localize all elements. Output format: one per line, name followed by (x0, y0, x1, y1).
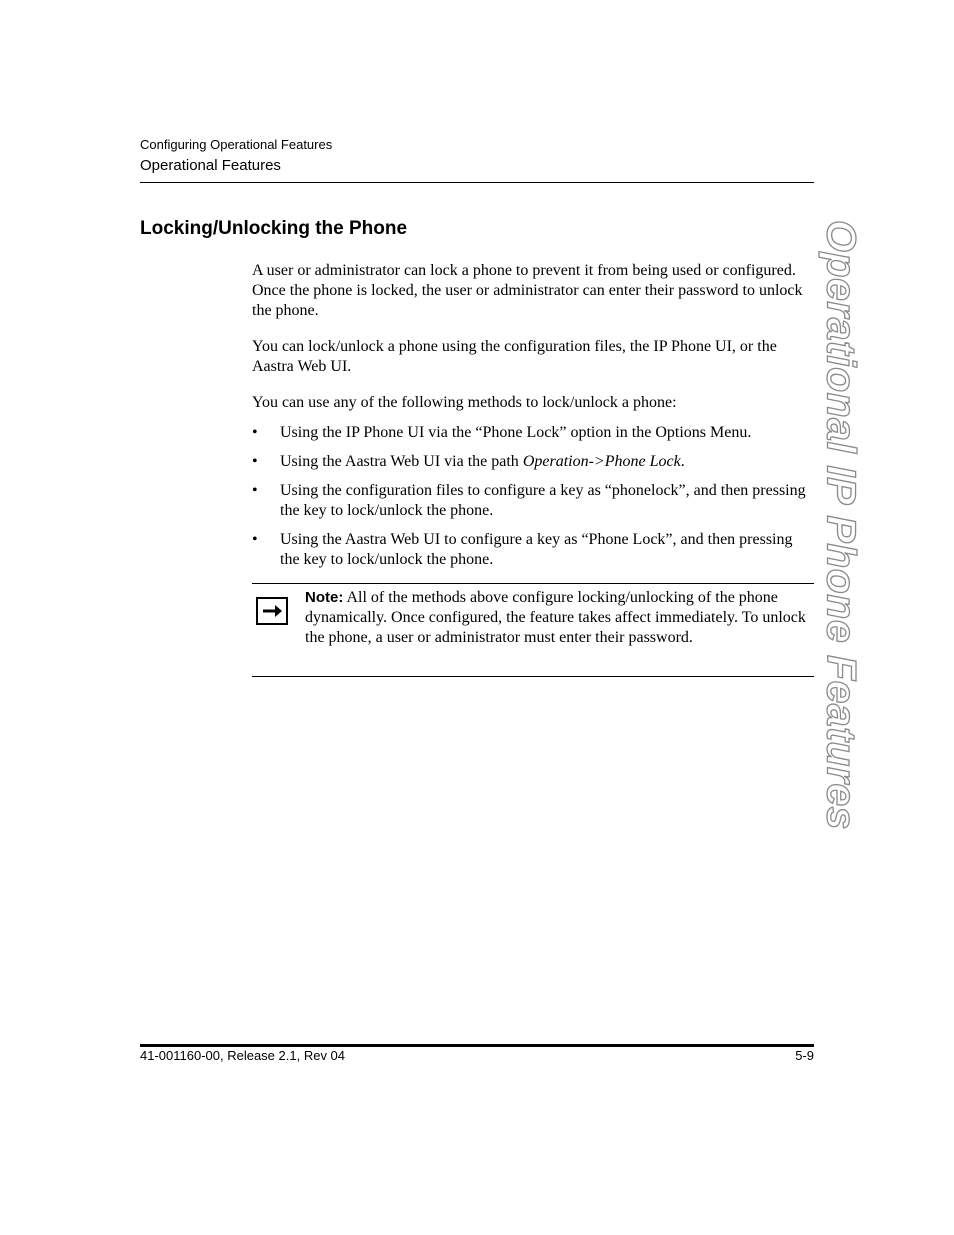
page-number: 5-9 (795, 1048, 814, 1063)
note-text: All of the methods above configure locking/unlocking of the phone dynamically. Once configured, the feature takes affect immediately. To unlock the phone, a user or administrator must enter their password. (305, 589, 806, 646)
paragraph-methods-lead: You can use any of the following methods to lock/unlock a phone: (252, 394, 677, 411)
running-header-section: Operational Features (140, 157, 281, 174)
bullet-marker: • (252, 482, 258, 499)
list-item-text-end: . (680, 453, 685, 470)
bullet-marker: • (252, 531, 258, 548)
list-item (252, 530, 814, 570)
list-item (252, 423, 814, 443)
footer-rule (140, 1044, 814, 1047)
bullet-marker: • (252, 424, 258, 441)
list-item-text: Using the Aastra Web UI via the path (280, 453, 523, 470)
list-item-text: Using the IP Phone UI via the “Phone Lock” option in the Options Menu. (280, 424, 752, 441)
note-bottom-rule (252, 676, 814, 677)
header-rule (140, 182, 814, 183)
list-item-text: Using the Aastra Web UI to configure a key as “Phone Lock”, and then pressing the key to lock/unlock the phone. (280, 531, 793, 568)
paragraph-intro: A user or administrator can lock a phone to prevent it from being used or configured. Once the phone is locked, the user or administrator can enter their password to unlock the phone. (252, 262, 803, 319)
running-header-chapter: Configuring Operational Features (140, 137, 333, 152)
note-top-rule (252, 583, 814, 584)
list-item (252, 452, 814, 472)
list-item (252, 481, 814, 521)
list-item-text: Using the configuration files to configure a key as “phonelock”, and then pressing the key to lock/unlock the phone. (280, 482, 806, 519)
bullet-marker: • (252, 453, 258, 470)
chapter-side-tab: Operational IP Phone Features (818, 220, 865, 830)
footer-doc-id: 41-001160-00, Release 2.1, Rev 04 (140, 1048, 346, 1063)
arrow-right-icon (256, 597, 288, 625)
methods-list (252, 423, 814, 579)
note-block (305, 588, 814, 648)
note-label: Note: (305, 589, 344, 606)
section-title: Locking/Unlocking the Phone (140, 218, 408, 239)
menu-path: Operation->Phone Lock (522, 453, 681, 470)
paragraph-methods-overview: You can lock/unlock a phone using the configuration files, the IP Phone UI, or the Aastra Web UI. (252, 338, 777, 375)
